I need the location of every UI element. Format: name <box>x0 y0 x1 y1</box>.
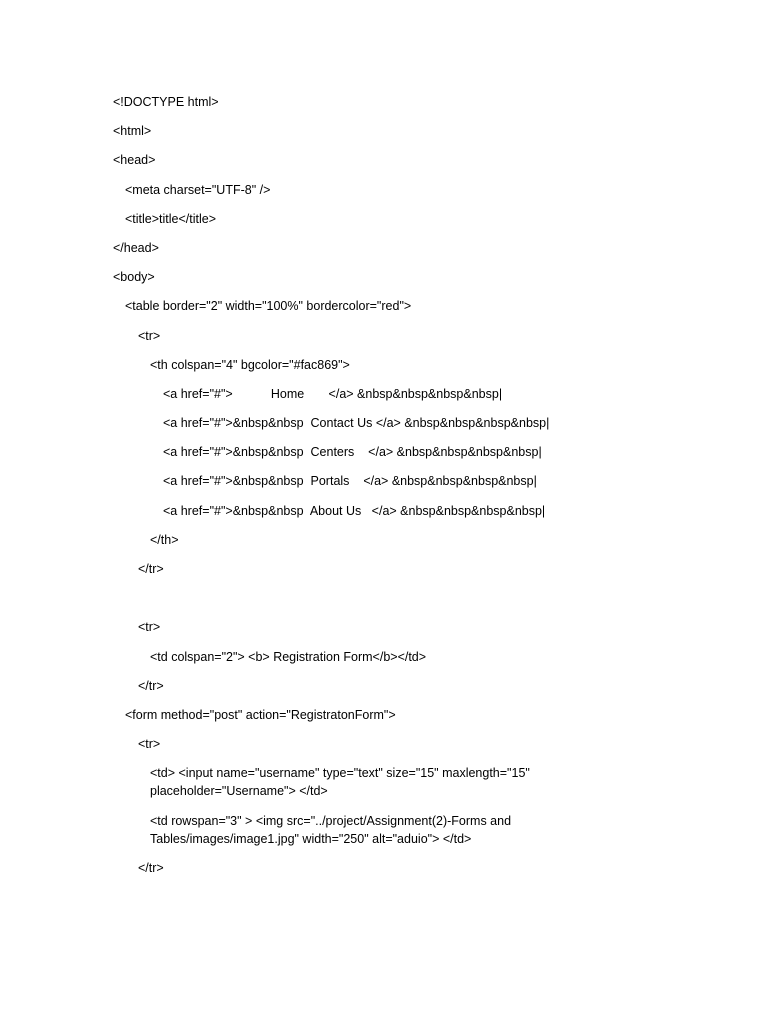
code-line: <!DOCTYPE html> <box>113 95 219 109</box>
code-line: <th colspan="4" bgcolor="#fac869"> <box>150 357 350 372</box>
code-line: <a href="#"> Home </a> &nbsp&nbsp&nbsp&nbsp| <box>163 386 503 401</box>
code-line: <form method="post" action="RegistratonForm"> <box>125 707 396 722</box>
code-line: <table border="2" width="100%" bordercolor="red"> <box>125 299 412 314</box>
code-line: <a href="#">&nbsp&nbsp Portals </a> &nbsp&nbsp&nbsp&nbsp| <box>163 474 537 489</box>
code-line: <a href="#">&nbsp&nbsp Centers </a> &nbsp&nbsp&nbsp&nbsp| <box>163 445 542 460</box>
code-line: <html> <box>113 124 152 139</box>
code-line: <td rowspan="3" > <img src="../project/Assignment(2)-Forms and Tables/images/image1.jpg" width="250" alt="aduio"> </td> <box>150 813 512 846</box>
code-line: </tr> <box>138 562 164 576</box>
code-line: <body> <box>113 270 155 285</box>
code-line: <td> <input name="username" type="text" size="15" maxlength="15" placeholder="Username"> </td> <box>150 766 530 799</box>
code-line: <meta charset="UTF-8" /> <box>125 182 271 197</box>
code-listing <box>113 93 713 889</box>
code-line: <a href="#">&nbsp&nbsp Contact Us </a> &nbsp&nbsp&nbsp&nbsp| <box>163 416 550 431</box>
code-line: <head> <box>113 153 156 168</box>
blank-line <box>113 589 713 618</box>
code-line: <tr> <box>138 328 161 343</box>
code-line: </th> <box>150 532 179 547</box>
code-line: <a href="#">&nbsp&nbsp About Us </a> &nbsp&nbsp&nbsp&nbsp| <box>163 503 546 518</box>
code-line: <tr> <box>138 620 161 635</box>
code-line: </tr> <box>138 678 164 693</box>
code-line: </tr> <box>138 861 164 876</box>
code-line: </head> <box>113 240 159 255</box>
code-line: <tr> <box>138 737 161 752</box>
code-line: <td colspan="2"> <b> Registration Form</b></td> <box>150 649 427 664</box>
code-line: <title>title</title> <box>125 211 217 226</box>
